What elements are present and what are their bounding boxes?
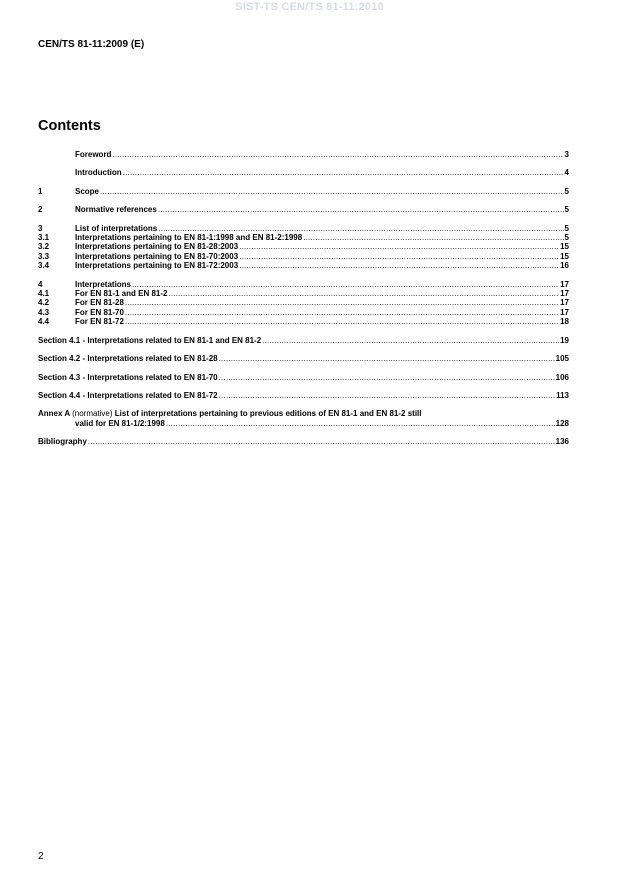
toc-leader-dots [219, 391, 555, 400]
toc-number: 3.1 [38, 233, 50, 243]
toc-page: 105 [555, 354, 569, 364]
toc-entry-3-1[interactable] [38, 233, 569, 242]
toc-page: 18 [560, 317, 569, 327]
toc-entry-4-3[interactable] [38, 308, 569, 317]
toc-title: Normative references [75, 205, 157, 215]
toc-entry-list-of-interpretations[interactable] [38, 224, 569, 233]
page-number: 2 [38, 851, 44, 862]
toc-entry-4-1[interactable] [38, 289, 569, 298]
toc-entry-introduction[interactable] [38, 168, 569, 177]
toc-leader-dots [125, 308, 559, 317]
toc-title: List of interpretations [75, 223, 158, 233]
toc-leader-dots [262, 336, 559, 345]
toc-title: Interpretations pertaining to EN 81-1:1998 and EN 81-2:1998 [75, 233, 303, 243]
toc-page: 136 [555, 437, 569, 447]
toc-page: 15 [560, 242, 569, 252]
annex-title-continuation [38, 419, 569, 428]
document-code-header: CEN/TS 81-11:2009 (E) [38, 39, 145, 50]
toc-leader-dots [100, 187, 564, 196]
toc-number: 4.4 [38, 317, 50, 327]
toc-title: For EN 81-1 and EN 81-2 [75, 289, 168, 299]
toc-entry-scope[interactable] [38, 187, 569, 196]
toc-leader-dots [239, 242, 559, 251]
toc-entry-4-4[interactable] [38, 317, 569, 326]
toc-leader-dots [158, 205, 564, 214]
toc-title: Section 4.2 - Interpretations related to EN 81-28 [38, 354, 218, 364]
toc-entry-section-4-1[interactable] [38, 336, 569, 345]
toc-page: 5 [564, 186, 569, 196]
toc-title: Interpretations pertaining to EN 81-70:2003 [75, 251, 239, 261]
annex-title-part1: List of interpretations pertaining to previous editions of EN 81-1 and EN 81-2 still [114, 409, 422, 419]
toc-leader-dots [88, 437, 555, 446]
toc-leader-dots [168, 289, 559, 298]
toc-title: Scope [75, 186, 100, 196]
toc-entry-section-4-3[interactable] [38, 373, 569, 382]
watermark: SIST-TS CEN/TS 81-11:2010 [235, 1, 384, 13]
toc-page: 3 [564, 150, 569, 159]
toc-title: Foreword [75, 150, 112, 159]
toc-leader-dots [303, 233, 563, 242]
toc-leader-dots [158, 224, 563, 233]
annex-title-part2: valid for EN 81-1/2:1998 [75, 418, 165, 428]
toc-number: 3.3 [38, 251, 50, 261]
toc-number: 4.3 [38, 307, 50, 317]
toc-leader-dots [132, 280, 559, 289]
toc-leader-dots [125, 298, 559, 307]
toc-page: 16 [560, 261, 569, 271]
toc-title: Section 4.4 - Interpretations related to EN 81-72 [38, 390, 218, 400]
annex-label: Annex A [38, 409, 70, 419]
toc-number: 4.2 [38, 298, 50, 308]
toc-page: 113 [556, 390, 569, 400]
toc-number: 1 [38, 186, 43, 196]
toc-number: 3 [38, 223, 43, 233]
toc-leader-dots [239, 261, 559, 270]
toc-title: Section 4.3 - Interpretations related to EN 81-70 [38, 372, 218, 382]
toc-entry-section-4-4[interactable] [38, 391, 569, 400]
toc-entry-bibliography[interactable] [38, 437, 569, 446]
toc-page: 15 [560, 251, 569, 261]
toc-page: 17 [560, 289, 569, 299]
toc-leader-dots [219, 354, 555, 363]
toc-entry-4-2[interactable] [38, 298, 569, 307]
toc-page: 128 [555, 418, 569, 428]
toc-page: 5 [564, 205, 569, 215]
toc-entry-annex-a[interactable] [38, 409, 569, 428]
toc-title: Section 4.1 - Interpretations related to EN 81-1 and EN 81-2 [38, 335, 262, 345]
toc-entry-3-4[interactable] [38, 261, 569, 270]
toc-number: 3.2 [38, 242, 50, 252]
toc-leader-dots [112, 150, 563, 159]
toc-title: For EN 81-72 [75, 317, 124, 327]
toc-entry-foreword[interactable] [38, 150, 569, 159]
toc-entry-3-2[interactable] [38, 242, 569, 251]
annex-qualifier: (normative) [72, 409, 113, 419]
toc-page: 4 [564, 168, 569, 178]
toc-page: 19 [560, 335, 569, 345]
toc-leader-dots [166, 419, 555, 428]
table-of-contents [38, 150, 569, 447]
toc-title: For EN 81-70 [75, 307, 124, 317]
toc-title: Interpretations pertaining to EN 81-28:2003 [75, 242, 239, 252]
toc-page: 17 [560, 307, 569, 317]
toc-leader-dots [219, 373, 555, 382]
toc-title: Bibliography [38, 437, 87, 447]
annex-title-line [38, 409, 569, 418]
toc-number: 3.4 [38, 261, 50, 271]
toc-leader-dots [239, 252, 559, 261]
toc-number: 4.1 [38, 289, 50, 299]
toc-title: Introduction [75, 168, 122, 178]
toc-entry-normative-references[interactable] [38, 205, 569, 214]
toc-page: 106 [555, 372, 569, 382]
toc-entry-section-4-2[interactable] [38, 354, 569, 363]
toc-number: 2 [38, 205, 43, 215]
toc-title: For EN 81-28 [75, 298, 124, 308]
toc-page: 5 [564, 233, 569, 243]
toc-leader-dots [125, 317, 559, 326]
toc-page: 17 [560, 279, 569, 289]
toc-page: 17 [560, 298, 569, 308]
toc-page: 5 [564, 223, 569, 233]
toc-entry-3-3[interactable] [38, 252, 569, 261]
toc-entry-interpretations[interactable] [38, 280, 569, 289]
contents-heading: Contents [38, 118, 101, 134]
toc-number: 4 [38, 279, 43, 289]
toc-leader-dots [123, 168, 564, 177]
toc-title: Interpretations pertaining to EN 81-72:2003 [75, 261, 239, 271]
toc-title: Interpretations [75, 279, 132, 289]
